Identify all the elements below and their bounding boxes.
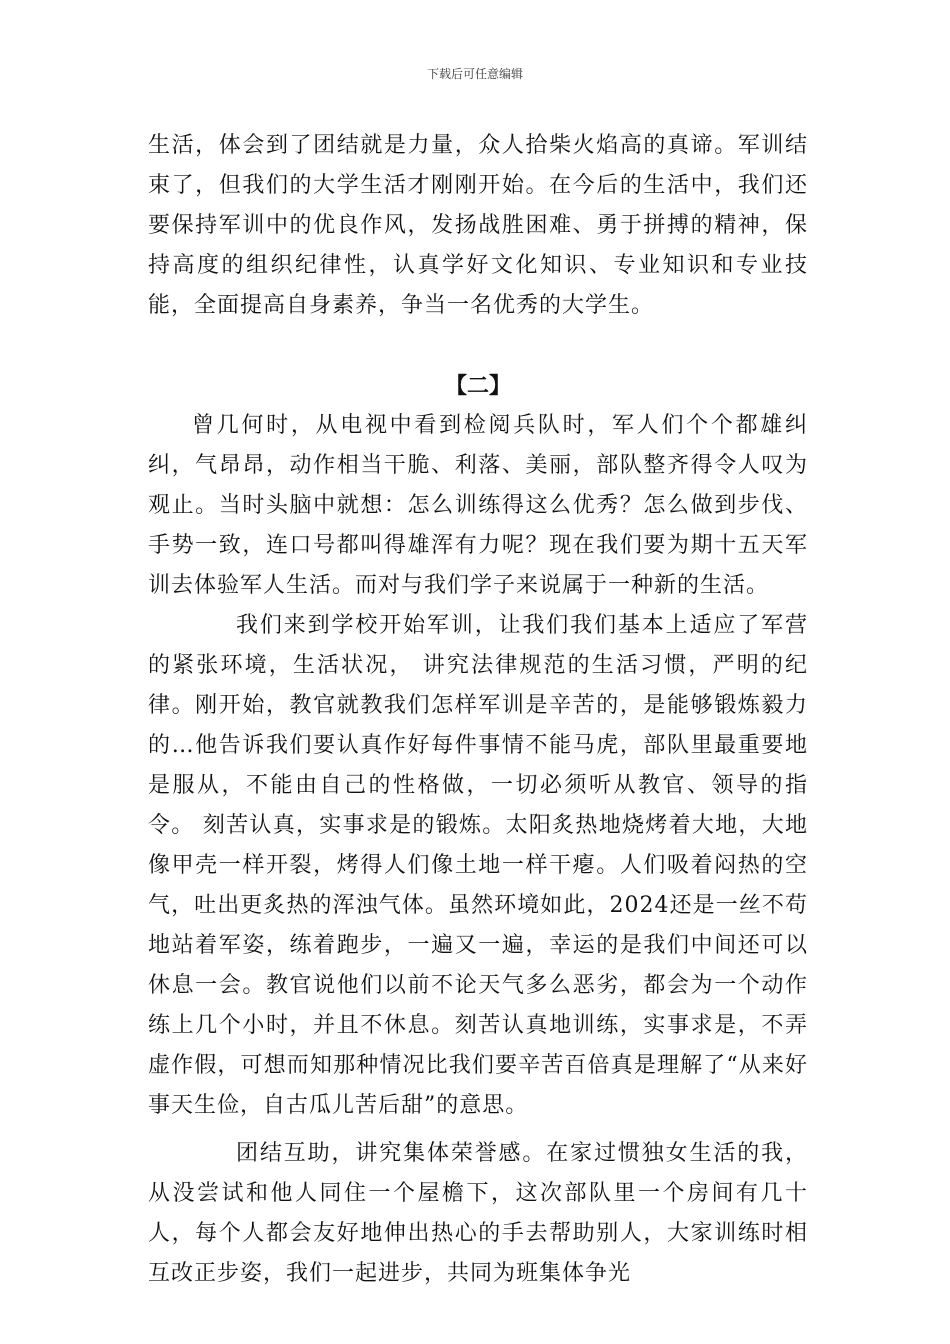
paragraph-intro: 曾几何时，从电视中看到检阅兵队时，军人们个个都雄纠纠，气昂昂，动作相当干脆、利落、美丽，部队整齐得令人叹为观止。当时头脑中就想：怎么训练得这么优秀？怎么做到步伐、手势一致，连口号都叫得雄浑有力呢？现在我们要为期十五天军训去体验军人生活。而对与我们学子来说属于一种新的生活。 [148, 413, 808, 598]
document-body [148, 126, 808, 1294]
paragraph-continuation: 生活，体会到了团结就是力量，众人拾柴火焰高的真谛。军训结束了，但我们的大学生活才刚刚开始。在今后的生活中，我们还要保持军训中的优良作风，发扬战胜困难、勇于拼搏的精神，保持高度的组织纪律性，认真学好文化知识、专业知识和专业技能，全面提高自身素养，争当一名优秀的大学生。 [148, 133, 808, 318]
section-heading: 【二】 [444, 373, 511, 399]
paragraph-teamwork: 团结互助，讲究集体荣誉感。在家过惯独女生活的我，从没尝试和他人同住一个屋檐下，这次部队里一个房间有几十人，每个人都会友好地伸出热心的手去帮助别人，大家训练时相互改正步姿，我们一起进步，共同为班集体争光 [148, 1141, 808, 1286]
paragraph-training: 我们来到学校开始军训，让我们我们基本上适应了军营的紧张环境，生活状况， 讲究法律规范的生活习惯，严明的纪律。刚开始，教官就教我们怎样军训是辛苦的，是能够锻炼毅力的…他告诉我们要认真作好每件事情不能马虎，部队里最重要地是服从，不能由自己的性格做，一切必须听从教官、领导的指令。 刻苦认真，实事求是的锻炼。太阳炙热地烧烤着大地，大地像甲壳一样开裂，烤得人们像土地一样干瘪。人们吸着闷热的空气，吐出更炙热的浑浊气体。虽然环境如此，2024还是一丝不苟地站着军姿，练着跑步，一遍又一遍，幸运的是我们中间还可以休息一会。教官说他们以前不论天气多么恶劣，都会为一个动作练上几个小时，并且不休息。刻苦认真地训练，实事求是，不弄虚作假，可想而知那种情况比我们要辛苦百倍真是理解了“从来好事天生俭，自古瓜儿苦后甜”的意思。 [148, 613, 808, 1118]
page-header-note: 下载后可任意编辑 [426, 67, 523, 81]
